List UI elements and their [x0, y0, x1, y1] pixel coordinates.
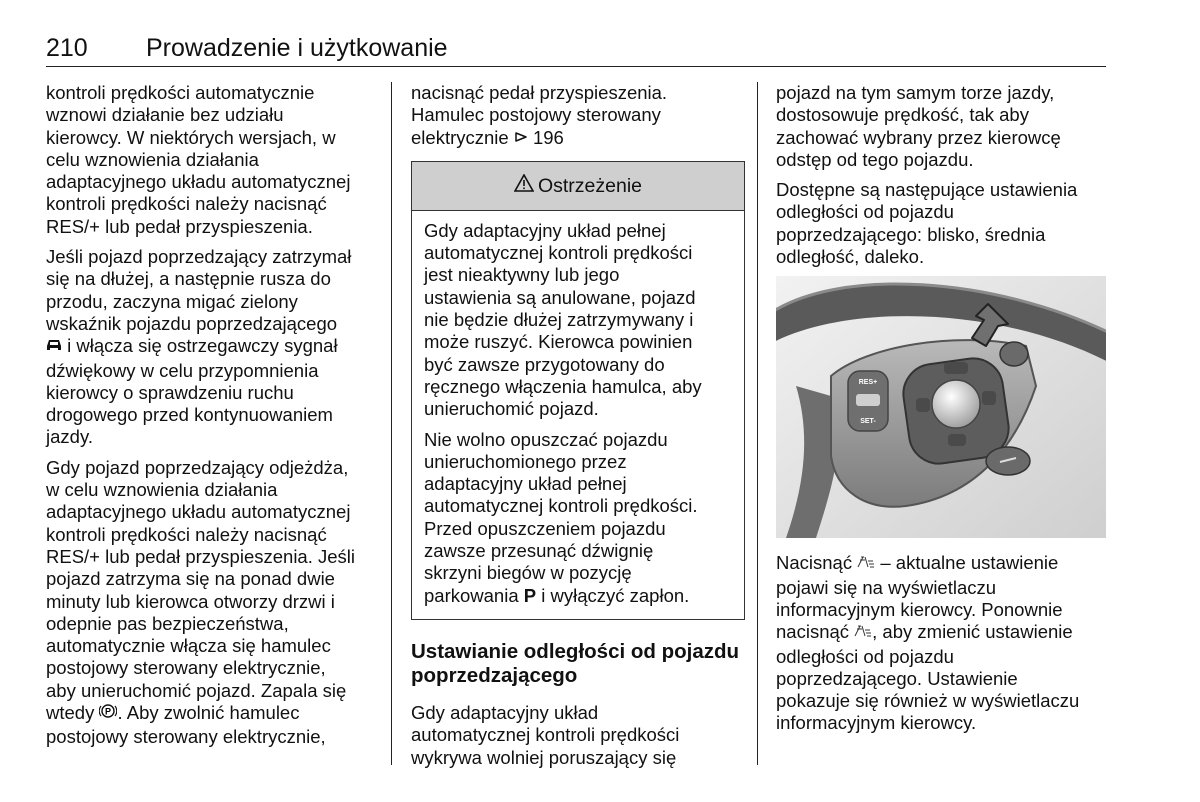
chapter-title: Prowadzenie i użytkowanie: [146, 34, 448, 62]
warning-body: [412, 211, 744, 619]
warning-paragraph: Gdy adaptacyjny układ pełnej automatycznej kontroli prędkości jest nieaktywny lub jego ustawienia są anulowane, pojazd nie będzie dłużej zatrzymywany i może ruszyć. Kierowca powinien być zawsze przygotowany do ręcznego włączenia hamulca, aby unieruchomić pojazd.: [424, 219, 702, 420]
column-divider: [757, 82, 758, 765]
gear-position-p: P: [523, 584, 537, 606]
page-header: [46, 34, 1106, 67]
paragraph-text: i włącza się ostrzegawczy sygnał dźwiękowy w celu przypomnienia kierowcy o sprawdzeniu ruchu drogowego przed kontynuowaniem jazdy.: [46, 335, 338, 448]
column-divider: [391, 82, 392, 765]
paragraph-text: nacisnąć pedał przyspieszenia. Hamulec postojowy sterowany elektrycznie: [411, 82, 668, 148]
paragraph: [46, 246, 378, 449]
paragraph: kontroli prędkości automatycznie wznowi działanie bez udziału kierowcy. W niektórych wersjach, w celu wznowienia działania adaptacyjnego układu automatycznej kontroli prędkości należy nacisnąć RES/+ lub pedał przyspieszenia.: [46, 82, 351, 237]
page-reference-icon: [514, 131, 528, 148]
paragraph-text: Gdy pojazd poprzedzający odjeżdża, w celu wznowienia działania adaptacyjnego układu automatycznej kontroli prędkości należy nacisnąć RES/+ lub pedał przyspieszenia. Jeśli pojazd zatrzyma się na ponad dwie minuty lub kierowca otworzy drzwi i odepnie pas bezpieczeństwa, automatycznie włącza się hamulec postojowy sterowany elektrycznie, aby unieruchomić pojazd. Zapala się wtedy: [46, 456, 356, 724]
following-distance-icon: [857, 556, 875, 573]
warning-title: Ostrzeżenie: [537, 174, 643, 197]
column-left: [46, 82, 378, 757]
section-heading: Ustawianie odległości od pojazdu poprzedzającego: [411, 639, 740, 687]
vehicle-ahead-icon: [46, 339, 62, 356]
svg-text:P: P: [105, 706, 112, 717]
paragraph: [776, 552, 1110, 734]
paragraph: [411, 82, 745, 151]
page-reference: 196: [527, 126, 564, 148]
page-number: 210: [46, 34, 88, 62]
column-middle: [411, 82, 745, 777]
parking-brake-icon: [99, 706, 117, 723]
paragraph: Gdy adaptacyjny układ automatycznej kontroli prędkości wykrywa wolniej poruszający się: [411, 701, 680, 768]
res-label: RES+: [858, 379, 878, 387]
set-label: SET-: [860, 418, 876, 426]
steering-wheel-controls-photo: [776, 276, 1106, 538]
warning-triangle-icon: [514, 174, 534, 197]
paragraph-text: Nie wolno opuszczać pojazdu unieruchomionego przez adaptacyjny układ pełnej automatycznej kontroli prędkości. Przed opuszczeniem pojazdu zawsze przesunąć dźwignię skrzyni biegów w pozycję parkowania: [424, 428, 698, 606]
paragraph-text: Nacisnąć: [776, 552, 858, 574]
warning-header: [412, 162, 744, 211]
column-right: [776, 82, 1110, 743]
paragraph: pojazd na tym samym torze jazdy, dostosowuje prędkość, tak aby zachować wybrany przez kierowcę odstęp od tego pojazdu.: [776, 82, 1061, 170]
paragraph: Dostępne są następujące ustawienia odległości od pojazdu poprzedzającego: blisko, średnia odległość, daleko.: [776, 179, 1078, 268]
paragraph-text: – aktualne ustawienie pojawi się na wyświetlaczu informacyjnym kierowcy. Ponownie nacisnąć: [776, 552, 1063, 643]
paragraph-text: i wyłączyć zapłon.: [536, 584, 690, 606]
paragraph-text: . Aby zwolnić hamulec postojowy sterowany elektrycznie,: [46, 702, 326, 748]
paragraph: [46, 457, 378, 749]
paragraph-text: , aby zmienić ustawienie odległości od pojazdu poprzedzającego. Ustawienie pokazuje się również w wyświetlaczu informacyjnym kierowcy.: [776, 621, 1080, 734]
following-distance-icon: [854, 625, 872, 642]
paragraph-text: Jeśli pojazd poprzedzający zatrzymał się na dłużej, a następnie rusza do przodu, zaczyna migać zielony wskaźnik pojazdu poprzedzającego: [46, 246, 352, 334]
warning-box: [411, 161, 745, 620]
warning-paragraph: [424, 429, 732, 607]
